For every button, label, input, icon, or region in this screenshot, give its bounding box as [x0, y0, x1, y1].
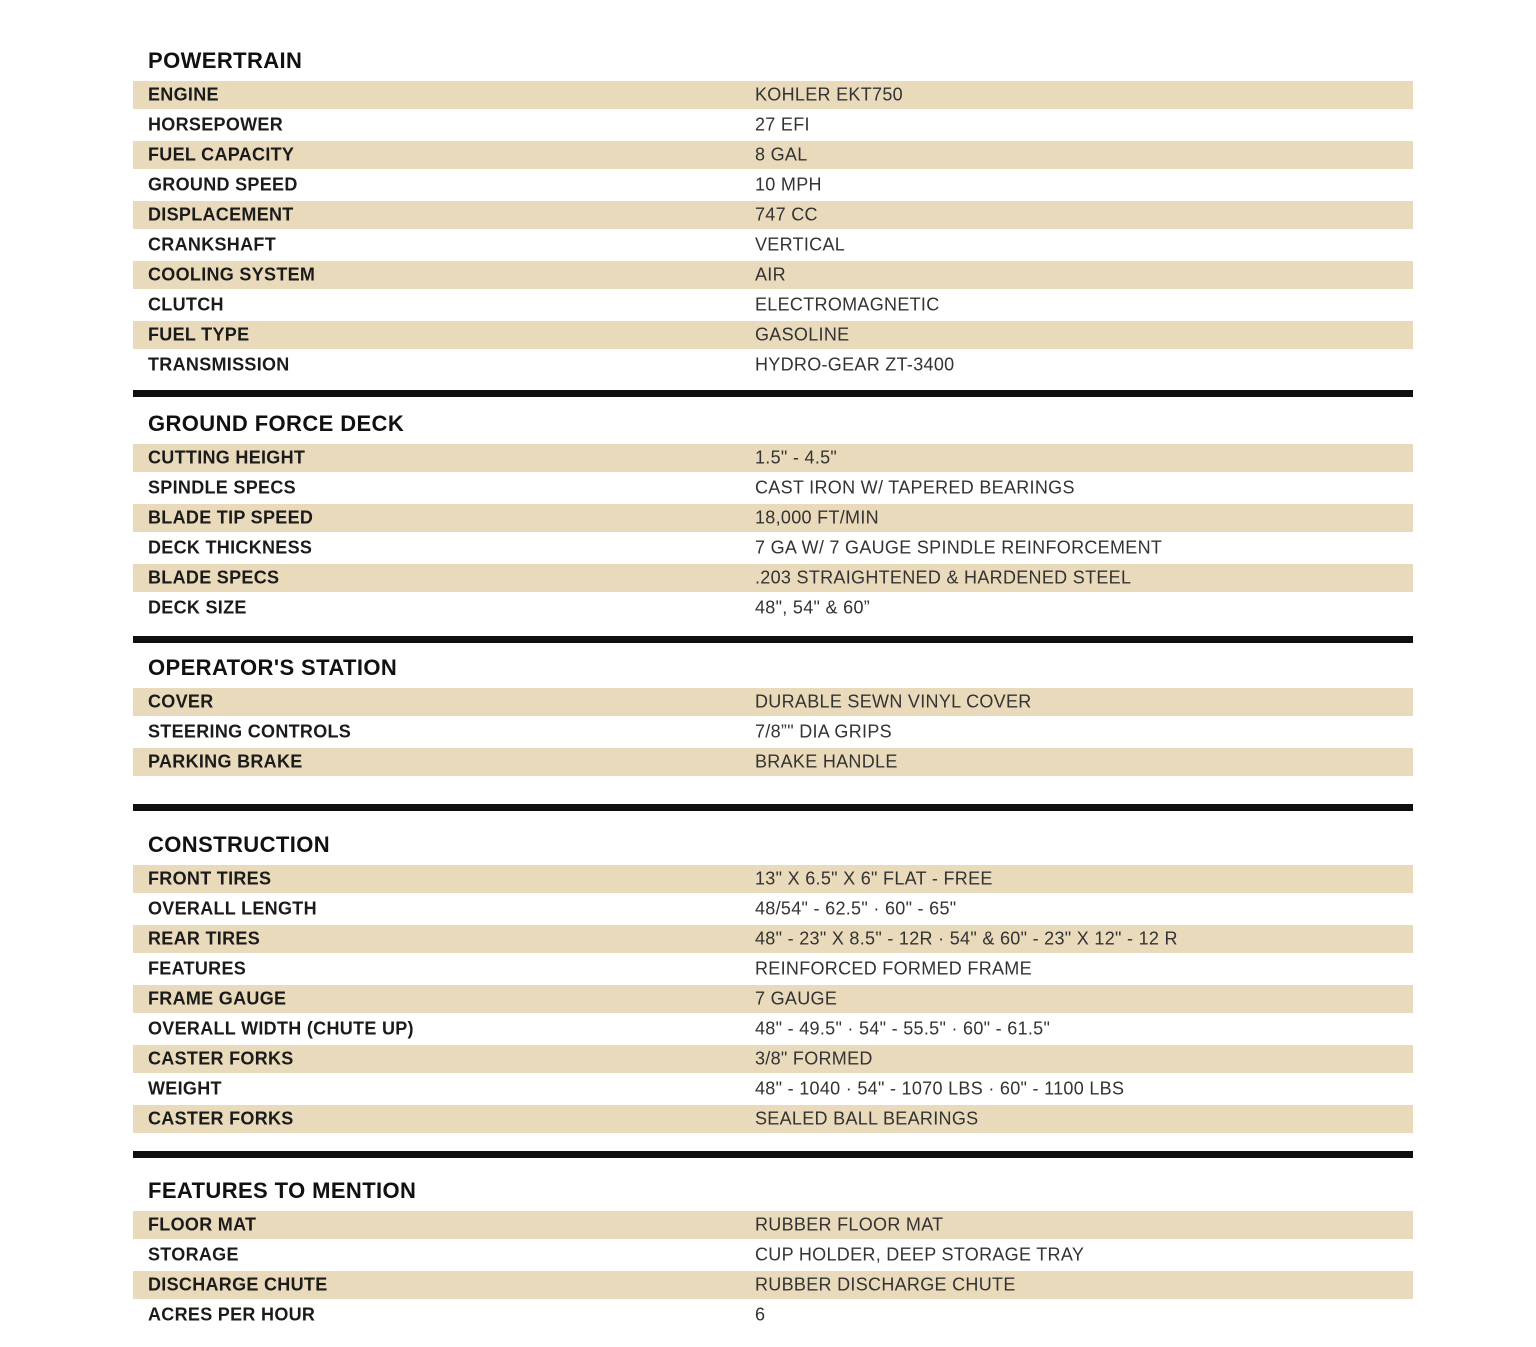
spec-row [133, 171, 1413, 199]
spec-row [133, 1015, 1413, 1043]
spec-section [133, 832, 1413, 1133]
spec-label: CRANKSHAFT [148, 234, 276, 255]
spec-label: GROUND SPEED [148, 174, 298, 195]
section-separator [133, 390, 1413, 397]
spec-value: 1.5" - 4.5" [755, 447, 838, 468]
section-title: OPERATOR'S STATION [148, 655, 398, 680]
section-title: FEATURES TO MENTION [148, 1178, 417, 1203]
spec-value: 27 EFI [755, 114, 810, 135]
spec-value: 8 GAL [755, 144, 808, 165]
spec-value: RUBBER FLOOR MAT [755, 1214, 944, 1235]
spec-label: OVERALL LENGTH [148, 898, 317, 919]
spec-value: 48" - 23" X 8.5" - 12R · 54" & 60" - 23" X 12" - 12 R [755, 928, 1178, 949]
spec-row [133, 474, 1413, 502]
spec-value: 7 GA W/ 7 GAUGE SPINDLE REINFORCEMENT [755, 537, 1163, 558]
spec-label: BLADE TIP SPEED [148, 507, 314, 528]
spec-value: DURABLE SEWN VINYL COVER [755, 691, 1032, 712]
spec-row [133, 1271, 1413, 1299]
spec-row [133, 865, 1413, 893]
spec-row [133, 111, 1413, 139]
spec-label: DECK SIZE [148, 597, 247, 618]
spec-value: CAST IRON W/ TAPERED BEARINGS [755, 477, 1075, 498]
spec-row [133, 1241, 1413, 1269]
spec-label: ACRES PER HOUR [148, 1304, 316, 1325]
spec-label: HORSEPOWER [148, 114, 284, 135]
spec-label: COOLING SYSTEM [148, 264, 316, 285]
spec-row [133, 718, 1413, 746]
spec-row [133, 985, 1413, 1013]
spec-value: RUBBER DISCHARGE CHUTE [755, 1274, 1016, 1295]
spec-value: 48", 54" & 60” [755, 597, 871, 618]
spec-label: STEERING CONTROLS [148, 721, 352, 742]
section-separator [133, 1151, 1413, 1158]
spec-label: CASTER FORKS [148, 1108, 294, 1129]
spec-row [133, 231, 1413, 259]
spec-value: REINFORCED FORMED FRAME [755, 958, 1032, 979]
spec-value: 18,000 FT/MIN [755, 507, 879, 528]
spec-label: OVERALL WIDTH (CHUTE UP) [148, 1018, 414, 1039]
spec-row [133, 1075, 1413, 1103]
spec-label: COVER [148, 691, 214, 712]
spec-row [133, 688, 1413, 716]
spec-label: STORAGE [148, 1244, 239, 1265]
spec-label: DISPLACEMENT [148, 204, 294, 225]
spec-value: ELECTROMAGNETIC [755, 294, 940, 315]
spec-row [133, 201, 1413, 229]
spec-row [133, 81, 1413, 109]
spec-section [133, 411, 1413, 622]
spec-value: 10 MPH [755, 174, 822, 195]
spec-value: SEALED BALL BEARINGS [755, 1108, 979, 1129]
spec-table [133, 48, 1413, 1331]
spec-label: CASTER FORKS [148, 1048, 294, 1069]
spec-value: KOHLER EKT750 [755, 84, 903, 105]
spec-label: REAR TIRES [148, 928, 261, 949]
spec-label: TRANSMISSION [148, 354, 290, 375]
spec-value: 48" - 1040 · 54" - 1070 LBS · 60" - 1100 LBS [755, 1078, 1125, 1099]
spec-value: 6 [755, 1304, 766, 1325]
section-title: CONSTRUCTION [148, 832, 331, 857]
spec-value: 48/54" - 62.5" · 60" - 65" [755, 898, 957, 919]
spec-value: GASOLINE [755, 324, 850, 345]
spec-value: 13" X 6.5" X 6" FLAT - FREE [755, 868, 993, 889]
spec-row [133, 925, 1413, 953]
spec-row [133, 895, 1413, 923]
spec-value: VERTICAL [755, 234, 846, 255]
spec-row [133, 444, 1413, 472]
spec-label: ENGINE [148, 84, 219, 105]
spec-label: FEATURES [148, 958, 247, 979]
spec-row [133, 141, 1413, 169]
spec-row [133, 1105, 1413, 1133]
section-separator [133, 636, 1413, 643]
spec-label: DECK THICKNESS [148, 537, 313, 558]
spec-section [133, 655, 1413, 776]
spec-row [133, 321, 1413, 349]
spec-row [133, 504, 1413, 532]
spec-row [133, 534, 1413, 562]
spec-label: DISCHARGE CHUTE [148, 1274, 328, 1295]
spec-value: 7 GAUGE [755, 988, 838, 1009]
spec-value: 3/8" FORMED [755, 1048, 873, 1069]
spec-label: FLOOR MAT [148, 1214, 257, 1235]
spec-row [133, 261, 1413, 289]
spec-section [133, 1178, 1413, 1329]
spec-row [133, 594, 1413, 622]
spec-label: WEIGHT [148, 1078, 222, 1099]
spec-label: FUEL TYPE [148, 324, 250, 345]
spec-row [133, 955, 1413, 983]
spec-row [133, 291, 1413, 319]
spec-row [133, 351, 1413, 379]
section-title: POWERTRAIN [148, 48, 303, 73]
spec-value: AIR [755, 264, 786, 285]
spec-row [133, 564, 1413, 592]
spec-row [133, 1211, 1413, 1239]
spec-row [133, 748, 1413, 776]
spec-label: SPINDLE SPECS [148, 477, 296, 498]
spec-row [133, 1045, 1413, 1073]
spec-label: FRAME GAUGE [148, 988, 287, 1009]
spec-value: 7/8”" DIA GRIPS [755, 721, 892, 742]
spec-value: 747 CC [755, 204, 818, 225]
spec-value: BRAKE HANDLE [755, 751, 898, 772]
spec-value: 48" - 49.5" · 54" - 55.5" · 60" - 61.5" [755, 1018, 1051, 1039]
spec-label: FRONT TIRES [148, 868, 272, 889]
spec-value: HYDRO-GEAR ZT-3400 [755, 354, 955, 375]
spec-value: .203 STRAIGHTENED & HARDENED STEEL [755, 567, 1132, 588]
section-separator [133, 804, 1413, 811]
spec-section [133, 48, 1413, 379]
section-title: GROUND FORCE DECK [148, 411, 405, 436]
spec-label: FUEL CAPACITY [148, 144, 295, 165]
spec-value: CUP HOLDER, DEEP STORAGE TRAY [755, 1244, 1085, 1265]
spec-label: BLADE SPECS [148, 567, 280, 588]
spec-label: CLUTCH [148, 294, 224, 315]
spec-label: PARKING BRAKE [148, 751, 303, 772]
spec-row [133, 1301, 1413, 1329]
spec-label: CUTTING HEIGHT [148, 447, 306, 468]
